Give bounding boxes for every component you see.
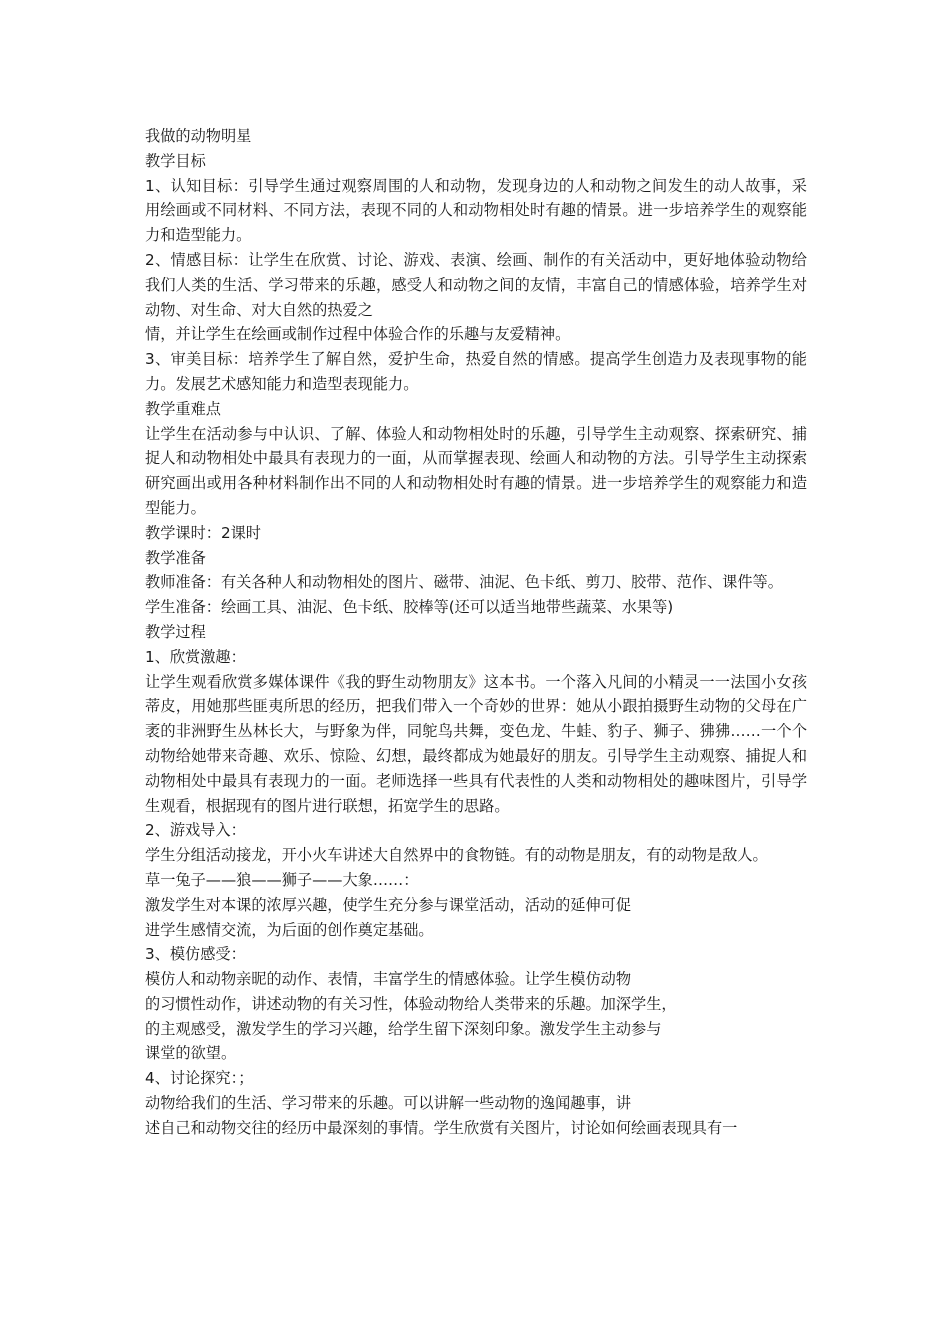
paragraph: 3、审美目标：培养学生了解自然，爱护生命，热爱自然的情感。提高学生创造力及表现事物的能力。发展艺术感知能力和造型表现能力。 (145, 350, 807, 393)
paragraph: 的主观感受，激发学生的学习兴趣，给学生留下深刻印象。激发学生主动参与 (145, 1019, 662, 1038)
paragraph: 2、情感目标：让学生在欣赏、讨论、游戏、表演、绘画、制作的有关活动中，更好地体验动物给我们人类的生活、学习带来的乐趣，感受人和动物之间的友情，丰富自己的情感体验，培养学生对动物、对生命、对大自然的热爱之 (145, 250, 807, 319)
paragraph: 学生准备：绘画工具、油泥、色卡纸、胶棒等(还可以适当地带些蔬菜、水果等) (145, 598, 674, 617)
paragraph: 教师准备：有关各种人和动物相处的图片、磁带、油泥、色卡纸、剪刀、胶带、范作、课件等。 (145, 573, 783, 592)
paragraph: 教学目标 (145, 151, 206, 170)
paragraph: 让学生观看欣赏多媒体课件《我的野生动物朋友》这本书。一个落入凡间的小精灵一一法国小女孩蒂皮，用她那些匪夷所思的经历，把我们带入一个奇妙的世界：她从小跟拍摄野生动物的父母在广袤的非洲野生丛林长大，与野象为伴，同鸵鸟共舞，变色龙、牛蛙、豹子、狮子、狒狒……一个个动物给她带来奇趣、欢乐、惊险、幻想，最终都成为她最好的朋友。引导学生主动观察、捕捉人和动物相处中最具有表现力的一面。老师选择一些具有代表性的人类和动物相处的趣味图片，引导学生观看，根据现有的图片进行联想，拓宽学生的思路。 (145, 672, 807, 815)
paragraph: 4、讨论探究：； (145, 1069, 254, 1088)
paragraph: 进学生感情交流，为后面的创作奠定基础。 (145, 920, 434, 939)
paragraph: 激发学生对本课的浓厚兴趣，使学生充分参与课堂活动，活动的延伸可促 (145, 895, 631, 914)
paragraph: 述自己和动物交往的经历中最深刻的事情。学生欣赏有关图片，讨论如何绘画表现具有一 (145, 1118, 738, 1137)
paragraph: 课堂的欲望。 (145, 1044, 237, 1063)
paragraph: 学生分组活动接龙，开小火车讲述大自然界中的食物链。有的动物是朋友，有的动物是敌人。 (145, 846, 768, 865)
document-title: 我做的动物明星 (145, 127, 252, 145)
paragraph: 的习惯性动作，讲述动物的有关习性，体验动物给人类带来的乐趣。加深学生， (145, 994, 677, 1013)
paragraph: 1、认知目标：引导学生通过观察周围的人和动物，发现身边的人和动物之间发生的动人故事，采用绘画或不同材料、不同方法，表现不同的人和动物相处时有趣的情景。进一步培养学生的观察能力和造型能力。 (145, 176, 807, 245)
paragraph: 1、欣赏激趣： (145, 647, 246, 666)
paragraph: 教学准备 (145, 548, 206, 567)
paragraph: 3、模仿感受： (145, 945, 246, 964)
paragraph: 模仿人和动物亲昵的动作、表情，丰富学生的情感体验。让学生模仿动物 (145, 970, 631, 989)
paragraph: 教学过程 (145, 622, 206, 641)
paragraph: 动物给我们的生活、学习带来的乐趣。可以讲解一些动物的逸闻趣事，讲 (145, 1094, 631, 1113)
paragraph: 教学课时：2课时 (145, 523, 261, 542)
paragraph: 让学生在活动参与中认识、了解、体验人和动物相处时的乐趣，引导学生主动观察、探索研究、捕捉人和动物相处中最具有表现力的一面，从而掌握表现、绘画人和动物的方法。引导学生主动探索研究画出或用各种材料制作出不同的人和动物相处时有趣的情景。进一步培养学生的观察能力和造型能力。 (145, 424, 807, 517)
paragraph: 教学重难点 (145, 399, 221, 418)
document-body (145, 124, 807, 1141)
paragraph: 情，并让学生在绘画或制作过程中体验合作的乐趣与友爱精神。 (145, 325, 571, 344)
paragraph: 草一兔子——狼——狮子——大象……： (145, 870, 419, 889)
paragraph: 2、游戏导入： (145, 821, 246, 840)
